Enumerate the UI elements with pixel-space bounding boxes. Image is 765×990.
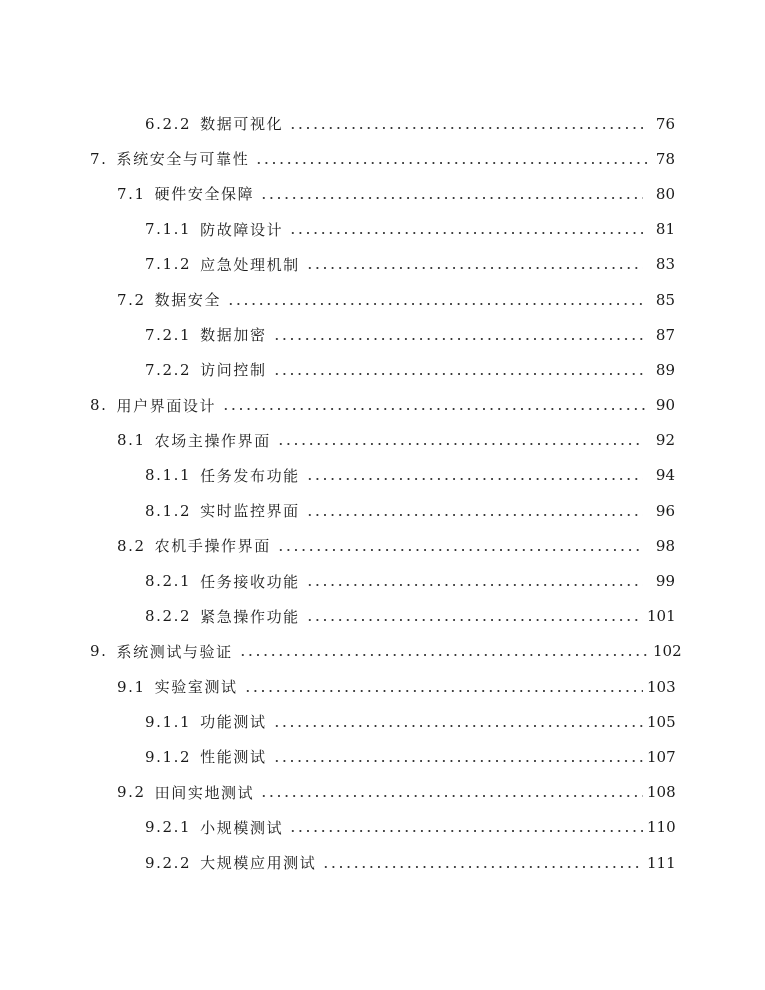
dot-leader	[322, 866, 643, 868]
toc-entry-number: 9.2	[117, 783, 146, 802]
toc-entry[interactable]	[0, 599, 765, 634]
toc-entry[interactable]	[0, 317, 765, 352]
toc-entry[interactable]	[0, 739, 765, 774]
dot-leader	[306, 619, 643, 621]
toc-entry-number: 8.1.1	[145, 466, 192, 485]
toc-entry-page-number: 98	[655, 536, 675, 555]
toc-entry-page-number: 94	[655, 466, 675, 485]
toc-entry-title: 数据安全	[154, 291, 222, 310]
dot-leader	[222, 408, 649, 410]
toc-entry-number: 7.1.1	[145, 220, 192, 239]
dot-leader	[273, 373, 643, 375]
dot-leader	[273, 338, 643, 340]
toc-entry-number: 8.1	[117, 431, 146, 450]
dot-leader	[260, 795, 643, 797]
toc-entry-number: 7.2	[117, 290, 146, 309]
dot-leader	[227, 303, 643, 305]
toc-entry-title: 小规模测试	[200, 818, 284, 837]
toc-entry-title: 系统安全与可靠性	[116, 150, 250, 169]
toc-entry-title: 农场主操作界面	[154, 431, 271, 450]
toc-entry-number: 8.	[90, 396, 108, 415]
dot-leader	[273, 725, 643, 727]
toc-entry-page-number: 81	[655, 220, 675, 239]
toc-entry-number: 7.	[90, 149, 108, 168]
toc-entry-page-number: 103	[647, 677, 676, 696]
dot-leader	[306, 478, 643, 480]
toc-entry[interactable]	[0, 176, 765, 211]
toc-entry-title: 防故障设计	[200, 220, 284, 239]
toc-entry[interactable]	[0, 458, 765, 493]
toc-entry[interactable]	[0, 247, 765, 282]
toc-entry-page-number: 80	[655, 184, 675, 203]
toc-entry[interactable]	[0, 669, 765, 704]
toc-entry-number: 7.1	[117, 184, 146, 203]
toc-entry-title: 任务发布功能	[200, 466, 300, 485]
toc-entry-page-number: 90	[655, 396, 675, 415]
toc-entry[interactable]	[0, 528, 765, 563]
dot-leader	[289, 232, 643, 234]
toc-entry-page-number: 85	[655, 290, 675, 309]
toc-entry-number: 7.1.2	[145, 255, 192, 274]
toc-entry[interactable]	[0, 845, 765, 880]
toc-entry-page-number: 107	[647, 747, 676, 766]
dot-leader	[306, 584, 643, 586]
dot-leader	[306, 514, 643, 516]
dot-leader	[255, 162, 649, 164]
toc-entry-number: 9.1	[117, 677, 146, 696]
toc-entry[interactable]	[0, 493, 765, 528]
toc-entry-number: 7.2.1	[145, 325, 192, 344]
dot-leader	[244, 690, 643, 692]
toc-entry-number: 8.2.1	[145, 572, 192, 591]
toc-entry[interactable]	[0, 212, 765, 247]
toc-entry-title: 性能测试	[200, 748, 267, 767]
toc-entry-page-number: 87	[655, 325, 675, 344]
toc-entry-page-number: 102	[653, 642, 682, 661]
toc-entry[interactable]	[0, 634, 765, 669]
toc-entry-page-number: 108	[647, 783, 676, 802]
toc-entry-number: 9.	[90, 642, 108, 661]
toc-entry-number: 9.2.1	[145, 818, 192, 837]
toc-entry[interactable]	[0, 106, 765, 141]
toc-entry-page-number: 105	[647, 712, 676, 731]
toc-entry-title: 功能测试	[200, 713, 267, 732]
toc-entry-title: 用户界面设计	[116, 396, 217, 415]
toc-entry-title: 田间实地测试	[154, 783, 255, 802]
toc-entry[interactable]	[0, 704, 765, 739]
toc-entry-page-number: 110	[647, 818, 676, 837]
toc-entry-number: 8.2.2	[145, 607, 192, 626]
dot-leader	[289, 127, 643, 129]
table-of-contents	[0, 106, 765, 880]
dot-leader	[239, 654, 649, 656]
toc-entry-page-number: 101	[647, 607, 676, 626]
toc-entry-page-number: 99	[655, 572, 675, 591]
toc-entry-title: 实验室测试	[154, 678, 238, 697]
toc-entry-title: 紧急操作功能	[200, 607, 300, 626]
toc-entry[interactable]	[0, 563, 765, 598]
dot-leader	[273, 760, 643, 762]
toc-entry-title: 大规模应用测试	[200, 854, 317, 873]
toc-entry[interactable]	[0, 810, 765, 845]
toc-entry-page-number: 111	[647, 853, 676, 872]
toc-entry-page-number: 96	[655, 501, 675, 520]
toc-entry-number: 8.1.2	[145, 501, 192, 520]
dot-leader	[277, 443, 643, 445]
dot-leader	[277, 549, 643, 551]
dot-leader	[289, 830, 643, 832]
toc-entry-page-number: 83	[655, 255, 675, 274]
toc-entry-page-number: 78	[655, 149, 675, 168]
toc-entry-title: 农机手操作界面	[154, 537, 271, 556]
toc-entry-title: 应急处理机制	[200, 255, 300, 274]
toc-entry-title: 实时监控界面	[200, 502, 300, 521]
toc-entry-number: 6.2.2	[145, 114, 192, 133]
toc-entry-title: 数据可视化	[200, 115, 284, 134]
toc-entry-number: 9.1.2	[145, 747, 192, 766]
toc-entry[interactable]	[0, 141, 765, 176]
toc-entry[interactable]	[0, 388, 765, 423]
toc-entry[interactable]	[0, 423, 765, 458]
toc-entry-number: 8.2	[117, 536, 146, 555]
toc-entry[interactable]	[0, 775, 765, 810]
dot-leader	[260, 197, 643, 199]
toc-entry[interactable]	[0, 352, 765, 387]
toc-entry-page-number: 76	[655, 114, 675, 133]
toc-entry-number: 7.2.2	[145, 360, 192, 379]
toc-entry-page-number: 89	[655, 360, 675, 379]
toc-entry[interactable]	[0, 282, 765, 317]
toc-entry-title: 硬件安全保障	[154, 185, 255, 204]
toc-entry-page-number: 92	[655, 431, 675, 450]
dot-leader	[306, 267, 643, 269]
toc-entry-title: 任务接收功能	[200, 572, 300, 591]
toc-entry-title: 数据加密	[200, 326, 267, 345]
toc-entry-number: 9.1.1	[145, 712, 192, 731]
toc-entry-number: 9.2.2	[145, 853, 192, 872]
toc-entry-title: 系统测试与验证	[116, 642, 233, 661]
toc-entry-title: 访问控制	[200, 361, 267, 380]
